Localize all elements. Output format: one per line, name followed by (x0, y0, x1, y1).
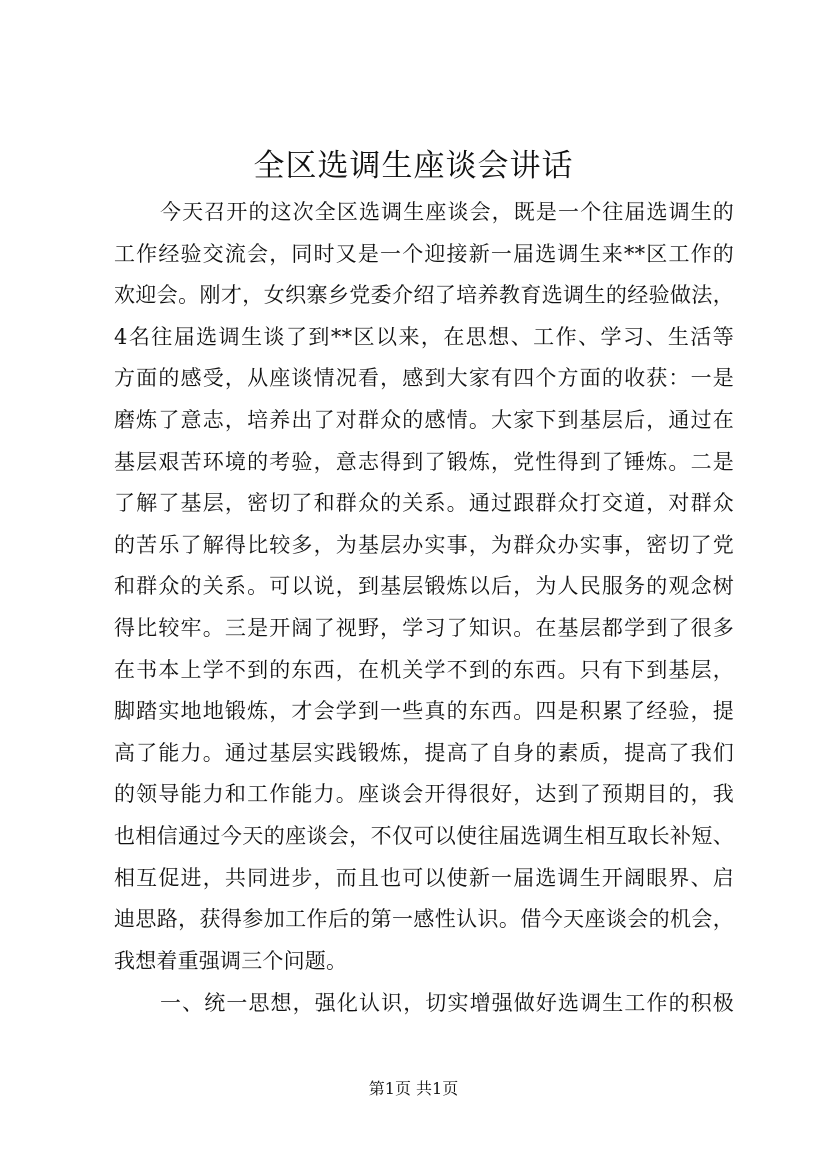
paragraph-2 (114, 983, 734, 1025)
paragraph-1 (114, 192, 734, 982)
text-line: 欢迎会。刚才，女织寨乡党委介绍了培养教育选调生的经验做法， (114, 283, 734, 308)
text-line: 的苦乐了解得比较多，为基层办实事，为群众办实事，密切了党 (114, 532, 734, 557)
text-line: 和群众的关系。可以说，到基层锻炼以后，为人民服务的观念树 (114, 574, 734, 599)
text-line: 在书本上学不到的东西，在机关学不到的东西。只有下到基层， (114, 657, 734, 682)
document-title: 全区选调生座谈会讲话 (253, 148, 574, 184)
text-line: 相互促进，共同进步，而且也可以使新一届选调生开阔眼界、启 (114, 865, 734, 890)
text-line: 也相信通过今天的座谈会，不仅可以使往届选调生相互取长补短、 (114, 823, 734, 848)
text-line: 基层艰苦环境的考验，意志得到了锻炼，党性得到了锤炼。二是 (114, 449, 734, 474)
document-body (114, 192, 734, 1025)
text-line: 了解了基层，密切了和群众的关系。通过跟群众打交道，对群众 (114, 491, 734, 516)
text-line: 方面的感受，从座谈情况看，感到大家有四个方面的收获：一是 (114, 366, 734, 391)
text-line: 得比较牢。三是开阔了视野，学习了知识。在基层都学到了很多 (114, 615, 734, 640)
text-line: 我想着重强调三个问题。 (114, 948, 348, 973)
text-line: 4名往届选调生谈了到**区以来，在思想、工作、学习、生活等 (114, 324, 734, 349)
text-line: 工作经验交流会，同时又是一个迎接新一届选调生来**区工作的 (114, 241, 734, 266)
text-line: 脚踏实地地锻炼，才会学到一些真的东西。四是积累了经验，提 (114, 699, 734, 724)
page-number-footer: 第1页 共1页 (368, 1079, 459, 1098)
text-line: 的领导能力和工作能力。座谈会开得很好，达到了预期目的，我 (114, 782, 734, 807)
text-line: 磨炼了意志，培养出了对群众的感情。大家下到基层后，通过在 (114, 407, 734, 432)
text-line: 高了能力。通过基层实践锻炼，提高了自身的素质，提高了我们 (114, 740, 734, 765)
text-line: 一、统一思想，强化认识，切实增强做好选调生工作的积极 (160, 991, 734, 1016)
text-line: 今天召开的这次全区选调生座谈会，既是一个往届选调生的 (160, 200, 734, 224)
text-line: 迪思路，获得参加工作后的第一感性认识。借今天座谈会的机会， (114, 907, 734, 932)
